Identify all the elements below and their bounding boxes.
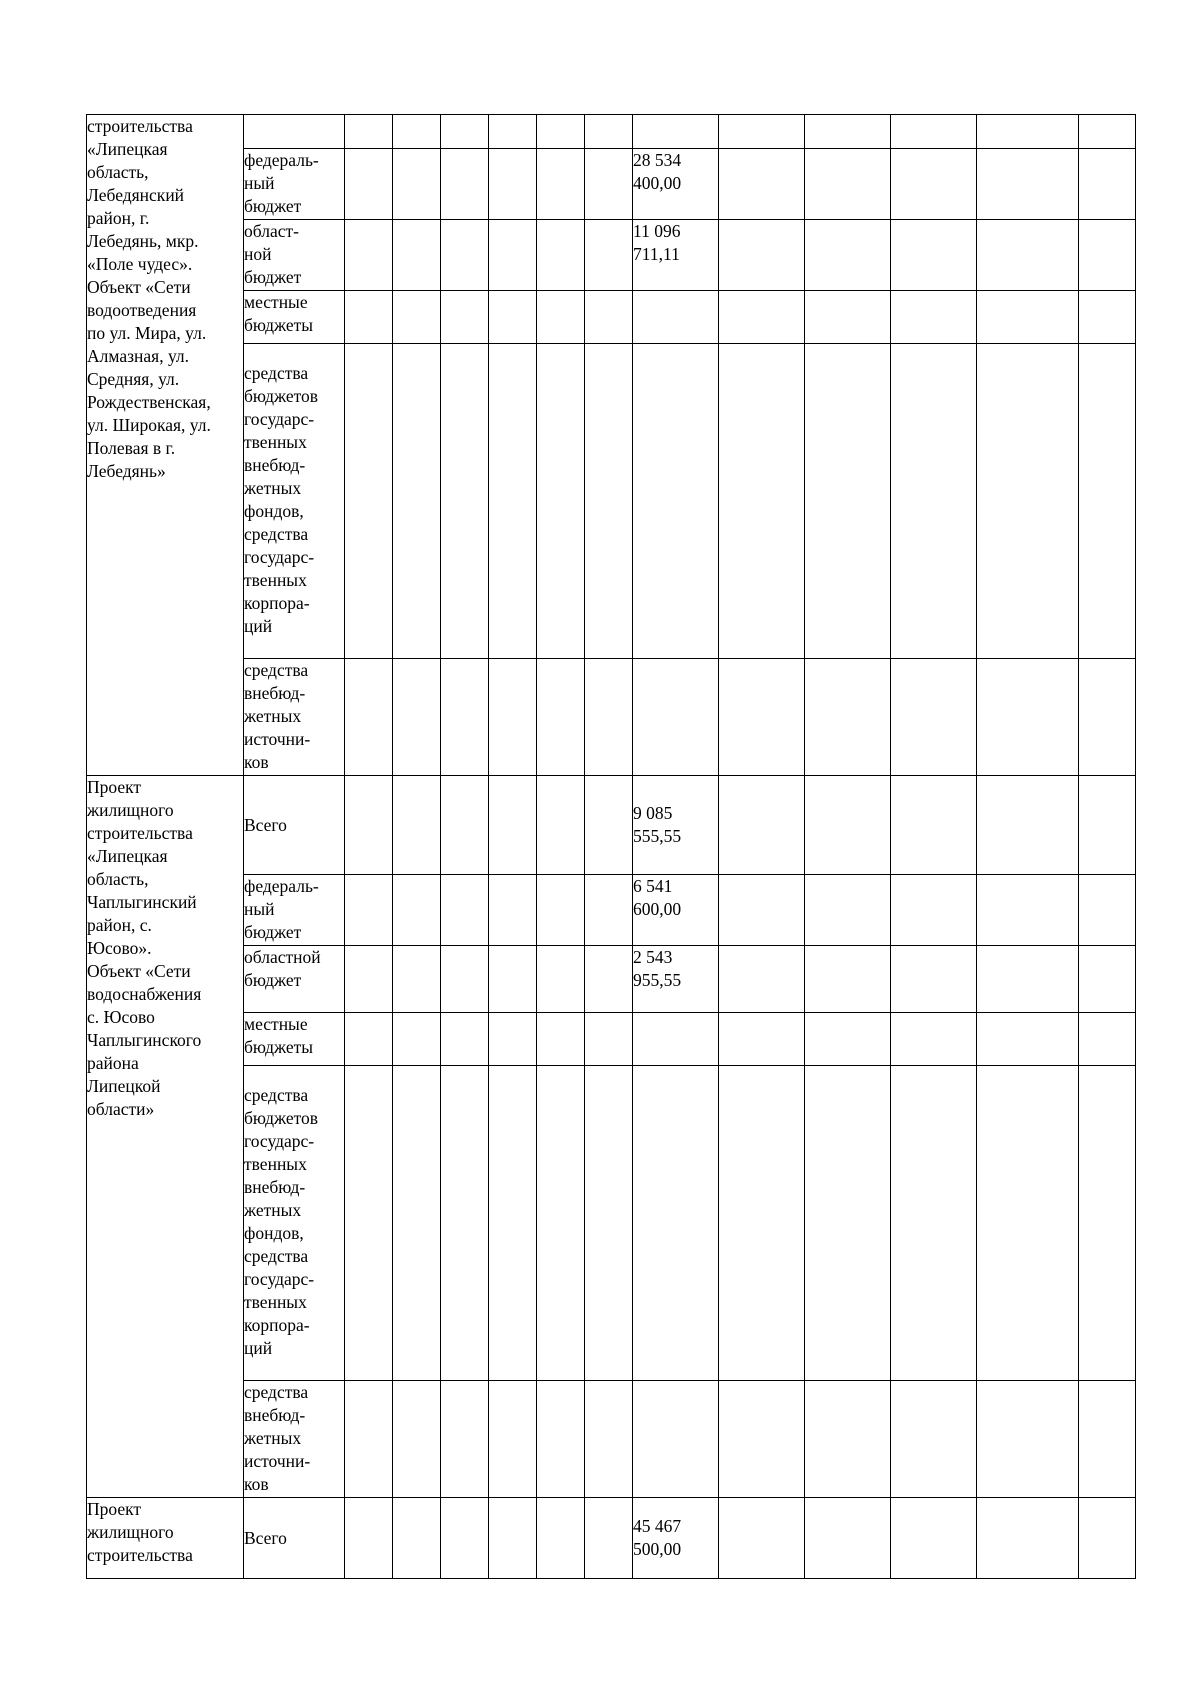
table-row [87, 1066, 1136, 1381]
amount-cell [633, 1066, 719, 1381]
empty-cell [393, 115, 441, 149]
empty-cell [719, 1498, 805, 1579]
empty-cell [345, 776, 393, 875]
empty-cell [537, 220, 585, 291]
empty-cell [891, 1498, 977, 1579]
empty-cell [441, 1381, 489, 1498]
amount-cell [633, 344, 719, 659]
empty-cell [537, 1498, 585, 1579]
empty-cell [977, 1381, 1079, 1498]
table-row [87, 1013, 1136, 1066]
empty-cell [489, 1498, 537, 1579]
empty-cell [441, 875, 489, 946]
empty-cell [719, 1381, 805, 1498]
funding-source: федераль- ный бюджет [244, 875, 345, 946]
empty-cell [805, 344, 891, 659]
empty-cell [345, 1498, 393, 1579]
empty-cell [489, 875, 537, 946]
amount-cell: 6 541 600,00 [633, 875, 719, 946]
empty-cell [1079, 115, 1136, 149]
empty-cell [977, 776, 1079, 875]
empty-cell [393, 946, 441, 1013]
empty-cell [489, 220, 537, 291]
amount-cell: 28 534 400,00 [633, 149, 719, 220]
empty-cell [345, 946, 393, 1013]
project-name: строительства «Липецкая область, Лебедянский район, г. Лебедянь, мкр. «Поле чудес». Объект «Сети водоотведения по ул. Мира, ул. Алмазная, ул. Средняя, ул. Рождественская, ул. Широкая, ул. Полевая в г. Лебедянь» [87, 115, 244, 776]
amount-cell [633, 659, 719, 776]
empty-cell [891, 1066, 977, 1381]
empty-cell [719, 875, 805, 946]
empty-cell [585, 220, 633, 291]
empty-cell [891, 776, 977, 875]
empty-cell [1079, 291, 1136, 344]
empty-cell [393, 776, 441, 875]
empty-cell [585, 115, 633, 149]
empty-cell [537, 776, 585, 875]
empty-cell [977, 344, 1079, 659]
empty-cell [1079, 220, 1136, 291]
empty-cell [489, 344, 537, 659]
empty-cell [489, 946, 537, 1013]
empty-cell [441, 659, 489, 776]
amount-cell [633, 1381, 719, 1498]
empty-cell [393, 875, 441, 946]
empty-cell [441, 149, 489, 220]
empty-cell [585, 659, 633, 776]
empty-cell [441, 115, 489, 149]
empty-cell [719, 149, 805, 220]
amount-cell [633, 291, 719, 344]
empty-cell [891, 115, 977, 149]
empty-cell [345, 291, 393, 344]
empty-cell [1079, 149, 1136, 220]
table-row [87, 776, 1136, 875]
empty-cell [977, 1498, 1079, 1579]
empty-cell [393, 659, 441, 776]
amount-cell [633, 1013, 719, 1066]
empty-cell [977, 115, 1079, 149]
empty-cell [805, 659, 891, 776]
empty-cell [891, 1381, 977, 1498]
empty-cell [585, 1498, 633, 1579]
empty-cell [345, 1066, 393, 1381]
funding-source: Всего [244, 776, 345, 875]
empty-cell [977, 149, 1079, 220]
empty-cell [891, 946, 977, 1013]
empty-cell [441, 291, 489, 344]
funding-source: федераль- ный бюджет [244, 149, 345, 220]
empty-cell [345, 344, 393, 659]
empty-cell [441, 1066, 489, 1381]
empty-cell [805, 1498, 891, 1579]
table-row [87, 344, 1136, 659]
empty-cell [489, 149, 537, 220]
empty-cell [805, 875, 891, 946]
empty-cell [585, 149, 633, 220]
empty-cell [1079, 344, 1136, 659]
empty-cell [805, 1013, 891, 1066]
empty-cell [393, 344, 441, 659]
empty-cell [585, 776, 633, 875]
empty-cell [345, 1381, 393, 1498]
empty-cell [537, 344, 585, 659]
amount-cell: 45 467 500,00 [633, 1498, 719, 1579]
empty-cell [719, 115, 805, 149]
empty-cell [345, 115, 393, 149]
empty-cell [585, 946, 633, 1013]
empty-cell [719, 776, 805, 875]
empty-cell [345, 659, 393, 776]
empty-cell [345, 220, 393, 291]
empty-cell [1079, 776, 1136, 875]
empty-cell [489, 659, 537, 776]
funding-source [244, 115, 345, 149]
empty-cell [441, 344, 489, 659]
empty-cell [585, 344, 633, 659]
empty-cell [891, 875, 977, 946]
empty-cell [585, 1013, 633, 1066]
empty-cell [1079, 946, 1136, 1013]
empty-cell [719, 344, 805, 659]
empty-cell [977, 659, 1079, 776]
empty-cell [441, 1498, 489, 1579]
empty-cell [537, 291, 585, 344]
empty-cell [489, 291, 537, 344]
empty-cell [585, 291, 633, 344]
empty-cell [393, 220, 441, 291]
table-row [87, 115, 1136, 149]
project-name: Проект жилищного строительства «Липецкая область, Чаплыгинский район, с. Юсово». Объект «Сети водоснабжения с. Юсово Чаплыгинского района Липецкой области» [87, 776, 244, 1498]
funding-source: областной бюджет [244, 946, 345, 1013]
funding-source: средства бюджетов государс- твенных внебюд- жетных фондов, средства государс- твенных корпора- ций [244, 1066, 345, 1381]
empty-cell [537, 659, 585, 776]
empty-cell [719, 220, 805, 291]
empty-cell [805, 115, 891, 149]
empty-cell [489, 1381, 537, 1498]
amount-cell: 9 085 555,55 [633, 776, 719, 875]
empty-cell [441, 776, 489, 875]
empty-cell [537, 1013, 585, 1066]
empty-cell [345, 149, 393, 220]
table-row [87, 220, 1136, 291]
budget-table [86, 114, 1136, 1579]
funding-source: средства внебюд- жетных источни- ков [244, 659, 345, 776]
empty-cell [537, 1066, 585, 1381]
table-row [87, 291, 1136, 344]
empty-cell [585, 875, 633, 946]
funding-source: местные бюджеты [244, 291, 345, 344]
empty-cell [805, 776, 891, 875]
table-row [87, 946, 1136, 1013]
empty-cell [393, 1066, 441, 1381]
table-row [87, 875, 1136, 946]
empty-cell [891, 1013, 977, 1066]
empty-cell [805, 291, 891, 344]
empty-cell [977, 291, 1079, 344]
amount-cell [633, 115, 719, 149]
empty-cell [719, 1066, 805, 1381]
empty-cell [891, 659, 977, 776]
empty-cell [977, 875, 1079, 946]
empty-cell [345, 1013, 393, 1066]
empty-cell [537, 946, 585, 1013]
empty-cell [891, 344, 977, 659]
empty-cell [1079, 659, 1136, 776]
empty-cell [1079, 1013, 1136, 1066]
empty-cell [441, 220, 489, 291]
empty-cell [1079, 1381, 1136, 1498]
empty-cell [345, 875, 393, 946]
table-row [87, 1498, 1136, 1579]
empty-cell [441, 946, 489, 1013]
empty-cell [1079, 875, 1136, 946]
empty-cell [585, 1381, 633, 1498]
empty-cell [585, 1066, 633, 1381]
empty-cell [977, 1066, 1079, 1381]
empty-cell [393, 1498, 441, 1579]
empty-cell [441, 1013, 489, 1066]
empty-cell [719, 291, 805, 344]
empty-cell [719, 1013, 805, 1066]
table-row [87, 659, 1136, 776]
empty-cell [977, 220, 1079, 291]
funding-source: местные бюджеты [244, 1013, 345, 1066]
funding-source: Всего [244, 1498, 345, 1579]
empty-cell [537, 1381, 585, 1498]
table-row [87, 1381, 1136, 1498]
empty-cell [393, 1381, 441, 1498]
empty-cell [805, 1381, 891, 1498]
empty-cell [393, 149, 441, 220]
empty-cell [393, 291, 441, 344]
table-row [87, 149, 1136, 220]
empty-cell [719, 659, 805, 776]
empty-cell [537, 875, 585, 946]
empty-cell [489, 1066, 537, 1381]
empty-cell [891, 149, 977, 220]
empty-cell [1079, 1066, 1136, 1381]
empty-cell [977, 946, 1079, 1013]
amount-cell: 11 096 711,11 [633, 220, 719, 291]
empty-cell [805, 220, 891, 291]
empty-cell [537, 115, 585, 149]
empty-cell [805, 1066, 891, 1381]
empty-cell [537, 149, 585, 220]
funding-source: средства внебюд- жетных источни- ков [244, 1381, 345, 1498]
empty-cell [891, 220, 977, 291]
empty-cell [489, 115, 537, 149]
funding-source: област- ной бюджет [244, 220, 345, 291]
empty-cell [1079, 1498, 1136, 1579]
empty-cell [977, 1013, 1079, 1066]
empty-cell [805, 149, 891, 220]
empty-cell [489, 776, 537, 875]
empty-cell [805, 946, 891, 1013]
amount-cell: 2 543 955,55 [633, 946, 719, 1013]
empty-cell [393, 1013, 441, 1066]
empty-cell [719, 946, 805, 1013]
empty-cell [891, 291, 977, 344]
empty-cell [489, 1013, 537, 1066]
project-name: Проект жилищного строительства [87, 1498, 244, 1579]
funding-source: средства бюджетов государс- твенных внебюд- жетных фондов, средства государс- твенных корпора- ций [244, 344, 345, 659]
